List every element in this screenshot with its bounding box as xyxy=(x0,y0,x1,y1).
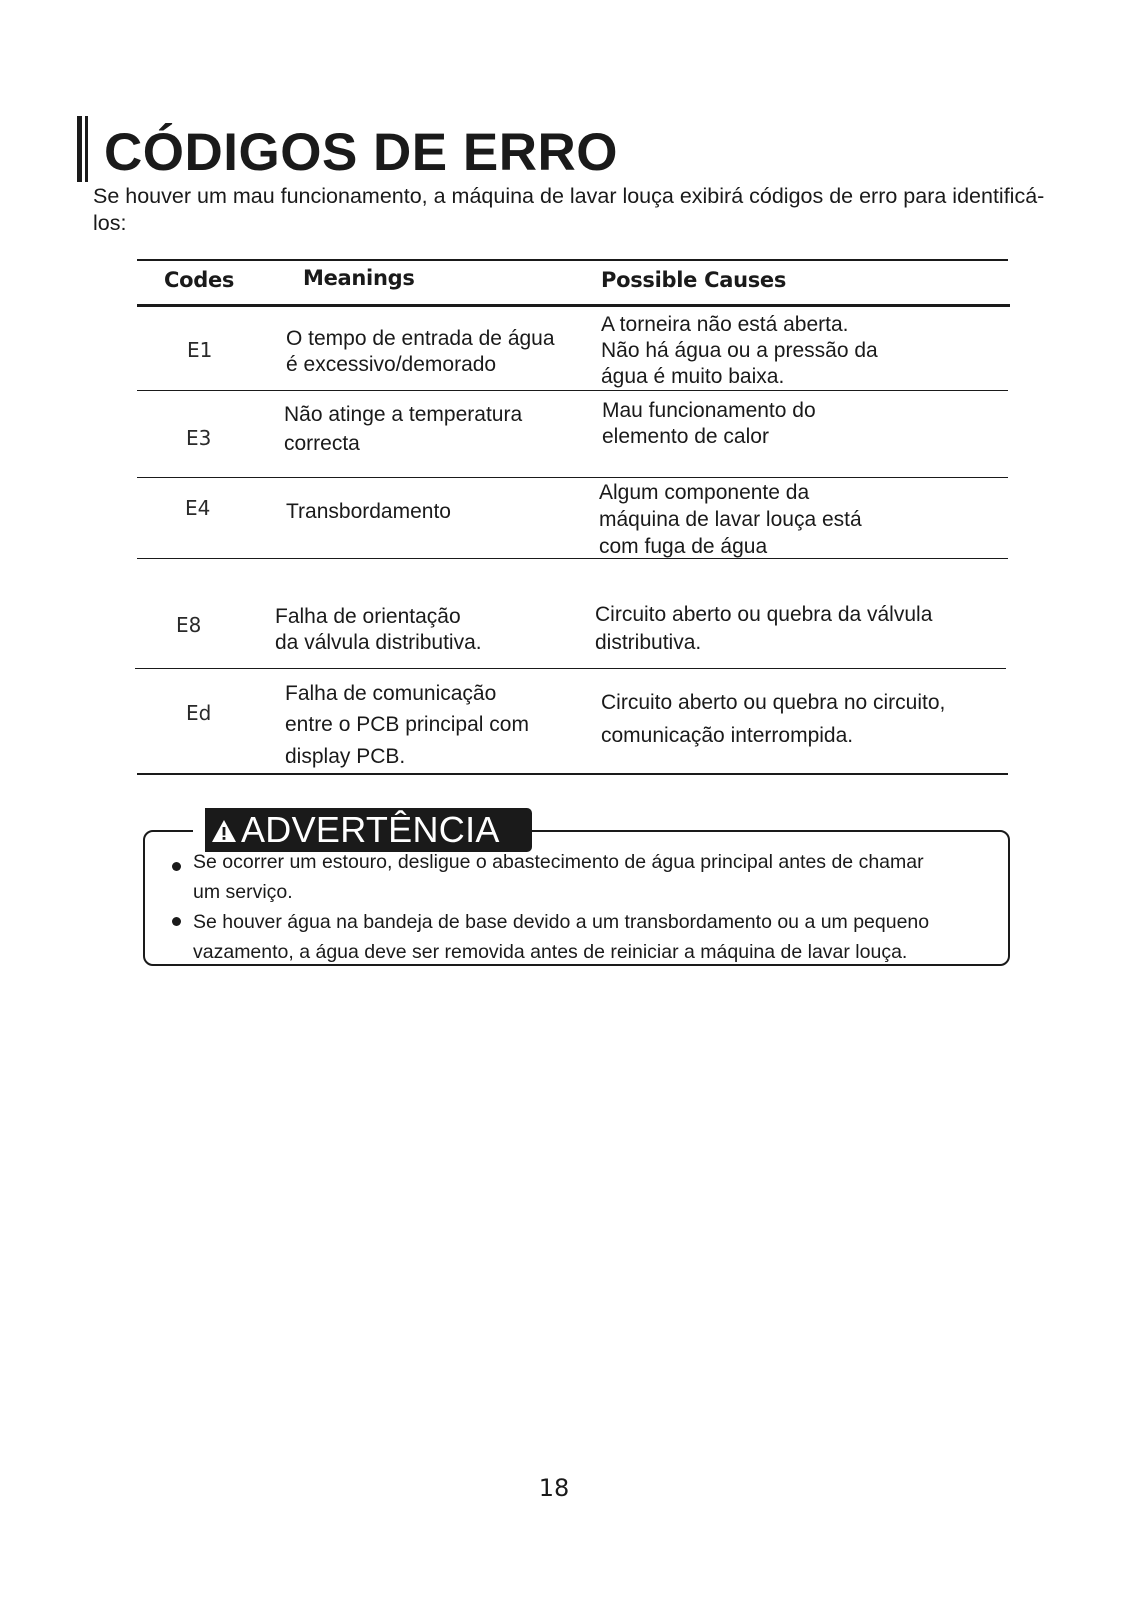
warning-title: ADVERTÊNCIA xyxy=(241,809,500,850)
meaning-line: Transbordamento xyxy=(286,500,451,523)
row-divider xyxy=(135,668,1006,669)
row-divider xyxy=(137,477,1008,478)
table-bottom-rule xyxy=(137,773,1008,775)
cause-line: com fuga de água xyxy=(599,535,768,558)
cause-line: Não há água ou a pressão da xyxy=(601,339,878,362)
intro-text: Se houver um mau funcionamento, a máquina de lavar louça exibirá códigos de erro para identificá-los: xyxy=(93,184,1045,235)
row-divider xyxy=(137,558,1008,559)
header-possible-causes: Possible Causes xyxy=(601,268,787,292)
meaning-line: entre o PCB principal com xyxy=(285,713,529,736)
cause-line: A torneira não está aberta. xyxy=(601,313,849,336)
error-code: Ed xyxy=(186,701,212,725)
table-header-rule xyxy=(137,304,1010,307)
cause-line: Circuito aberto ou quebra no circuito, xyxy=(601,691,946,714)
title-accent-bar xyxy=(85,116,88,182)
warning-triangle-icon xyxy=(211,819,237,843)
warning-item-line: Se houver água na bandeja de base devido a um transbordamento ou a um pequeno xyxy=(193,911,930,933)
header-codes: Codes xyxy=(164,268,235,292)
meaning-line: é excessivo/demorado xyxy=(286,353,497,376)
header-meanings: Meanings xyxy=(303,266,415,290)
table-top-rule xyxy=(137,259,1008,261)
page-title: CÓDIGOS DE ERRO xyxy=(104,123,619,182)
warning-item-line: Se ocorrer um estouro, desligue o abastecimento de água principal antes de chamar xyxy=(193,851,924,873)
error-code: E8 xyxy=(176,613,202,637)
cause-line: comunicação interrompida. xyxy=(601,724,854,747)
cause-line: elemento de calor xyxy=(602,425,769,448)
error-code: E4 xyxy=(185,496,211,520)
meaning-line: Falha de comunicação xyxy=(285,682,497,705)
cause-line: máquina de lavar louça está xyxy=(599,508,862,531)
meaning-line: O tempo de entrada de água xyxy=(286,327,555,350)
warning-badge xyxy=(193,808,532,852)
error-code: E3 xyxy=(186,426,212,450)
bullet-dot xyxy=(172,862,181,871)
meaning-line: da válvula distributiva. xyxy=(275,631,482,654)
cause-line: água é muito baixa. xyxy=(601,365,785,388)
meaning-line: Falha de orientação xyxy=(275,605,461,628)
cause-line: Mau funcionamento do xyxy=(602,399,816,422)
cause-line: distributiva. xyxy=(595,631,702,654)
title-accent-bar xyxy=(77,116,82,182)
warning-item-line: um serviço. xyxy=(193,881,293,903)
cause-line: Algum componente da xyxy=(599,481,810,504)
page-number: 18 xyxy=(538,1474,570,1502)
bullet-dot xyxy=(172,917,181,926)
meaning-line: correcta xyxy=(284,432,360,455)
error-code: E1 xyxy=(187,338,213,362)
meaning-line: Não atinge a temperatura xyxy=(284,403,523,426)
warning-item-line: vazamento, a água deve ser removida antes de reiniciar a máquina de lavar louça. xyxy=(193,941,908,963)
row-divider xyxy=(137,390,1008,391)
cause-line: Circuito aberto ou quebra da válvula xyxy=(595,603,933,626)
meaning-line: display PCB. xyxy=(285,745,406,768)
